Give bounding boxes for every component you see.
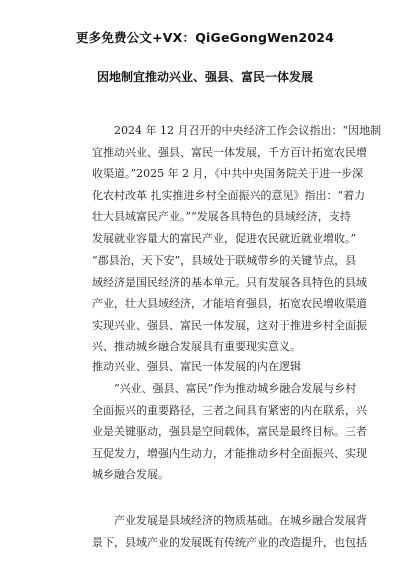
paragraph-line: 域经济是国民经济的基本单元。只有发展各具特色的县域 <box>92 275 367 289</box>
paragraph-line: 宜推动兴业、强县、富民一体发展，千方百计拓宽农民增 <box>92 145 367 159</box>
paragraph-2 <box>92 250 367 358</box>
paragraph-line: 2024 年 12 月召开的中央经济工作会议指出：“因地制 <box>114 124 382 137</box>
paragraph-4 <box>92 510 367 553</box>
paragraph-line: 兴、推动城乡融合发展具有重要现实意义。 <box>92 340 301 353</box>
promo-header: 更多免费公文+VX：QiGeGongWen2024 <box>75 30 335 45</box>
paragraph-1 <box>92 120 382 249</box>
paragraph-line: 收渠道。”2025 年 2 月，《中共中央国务院关于进一步深 <box>92 167 364 180</box>
paragraph-line: “郡县治，天下安”，县域处于联城带乡的关键节点，县 <box>92 254 357 267</box>
paragraph-line: 化农村改革 扎实推进乡村全面振兴的意见》指出：“着力 <box>92 188 366 202</box>
paragraph-line: 发展就业容量大的富民产业，促进农民就近就业增收。” <box>92 231 357 245</box>
paragraph-line: 景下，县域产业的发展既有传统产业的改造提升，也包括 <box>92 535 367 549</box>
paragraph-line: 实现兴业、强县、富民一体发展，这对于推进乡村全面振 <box>92 318 367 332</box>
paragraph-line: 互促发力，增强内生动力，才能推动乡村全面振兴、实现 <box>92 446 367 460</box>
paragraph-line: “兴业、强县、富民”作为推动城乡融合发展与乡村 <box>114 382 357 395</box>
paragraph-line: 产业，壮大县域经济，才能培育强县，拓宽农民增收渠道 <box>92 297 367 310</box>
section-subheading: 推动兴业、强县、富民一体发展的内在逻辑 <box>92 360 301 373</box>
paragraph-3 <box>92 378 367 486</box>
paragraph-line: 全面振兴的重要路径，三者之间具有紧密的内在联系，兴 <box>92 403 367 417</box>
paragraph-line: 壮大县域富民产业。”“发展各具特色的县域经济，支持 <box>92 210 351 223</box>
document-title: 因地制宜推动兴业、强县、富民一体发展 <box>96 70 313 84</box>
paragraph-line: 业是关键驱动，强县是空间载体，富民是最终目标。三者 <box>92 425 367 438</box>
paragraph-line: 城乡融合发展。 <box>92 468 169 481</box>
paragraph-line: 产业发展是县域经济的物质基础。在城乡融合发展背 <box>114 514 367 527</box>
